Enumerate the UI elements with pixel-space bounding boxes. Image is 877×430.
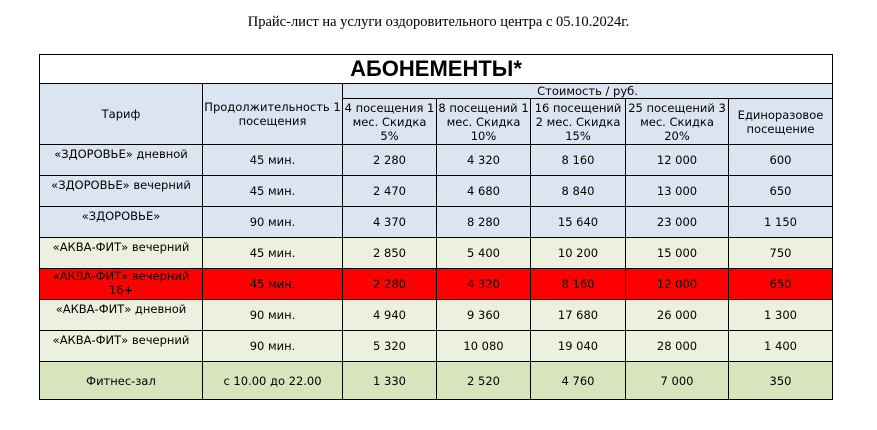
header-tariff: Тариф <box>40 84 203 145</box>
duration-cell: 45 мин. <box>203 269 343 300</box>
tariff-name: «ЗДОРОВЬЕ» вечерний <box>40 176 203 207</box>
price-cell: 5 400 <box>437 238 531 269</box>
table-row <box>40 362 833 400</box>
tariff-name: «АКВА-ФИТ» вечерний <box>40 331 203 362</box>
price-cell: 2 280 <box>343 269 437 300</box>
price-cell: 1 300 <box>729 300 833 331</box>
price-cell: 8 160 <box>531 145 626 176</box>
tariff-name: «АКВА-ФИТ» вечерний 16+ <box>40 269 203 300</box>
table-row <box>40 145 833 176</box>
price-cell: 2 280 <box>343 145 437 176</box>
price-cell: 1 150 <box>729 207 833 238</box>
tariff-name: «ЗДОРОВЬЕ» дневной <box>40 145 203 176</box>
price-cell: 2 520 <box>437 362 531 400</box>
tariff-name: Фитнес-зал <box>40 362 203 400</box>
duration-cell: 90 мин. <box>203 331 343 362</box>
price-cell: 7 000 <box>626 362 729 400</box>
tariff-name: «ЗДОРОВЬЕ» <box>40 207 203 238</box>
price-cell: 2 470 <box>343 176 437 207</box>
tariff-name: «АКВА-ФИТ» вечерний <box>40 238 203 269</box>
table-row <box>40 176 833 207</box>
price-cell: 10 080 <box>437 331 531 362</box>
price-cell: 19 040 <box>531 331 626 362</box>
table-row <box>40 238 833 269</box>
price-cell: 8 280 <box>437 207 531 238</box>
price-cell: 650 <box>729 176 833 207</box>
document-title: Прайс-лист на услуги оздоровительного центра с 05.10.2024г. <box>247 14 630 30</box>
header-8-visits: 8 посещений 1 мес. Скидка 10% <box>438 100 529 143</box>
tariff-name: «АКВА-ФИТ» дневной <box>40 300 203 331</box>
table-row <box>40 300 833 331</box>
price-cell: 12 000 <box>626 145 729 176</box>
price-cell: 4 680 <box>437 176 531 207</box>
header-single-visit: Единоразовое посещение <box>729 99 833 145</box>
price-cell: 600 <box>729 145 833 176</box>
price-cell: 4 320 <box>437 269 531 300</box>
price-cell: 5 320 <box>343 331 437 362</box>
duration-cell: 45 мин. <box>203 145 343 176</box>
table-row <box>40 331 833 362</box>
price-cell: 1 400 <box>729 331 833 362</box>
price-cell: 15 640 <box>531 207 626 238</box>
price-cell: 4 320 <box>437 145 531 176</box>
header-25-visits: 25 посещений 3 мес. Скидка 20% <box>626 99 729 145</box>
price-cell: 12 000 <box>626 269 729 300</box>
price-cell: 4 370 <box>343 207 437 238</box>
header-cost-group: Стоимость / руб. <box>343 84 833 99</box>
price-cell: 350 <box>729 362 833 400</box>
price-cell: 23 000 <box>626 207 729 238</box>
table-row <box>40 207 833 238</box>
duration-cell: 45 мин. <box>203 176 343 207</box>
price-cell: 13 000 <box>626 176 729 207</box>
header-4-visits: 4 посещения 1 мес. Скидка 5% <box>343 99 437 145</box>
duration-cell: 90 мин. <box>203 207 343 238</box>
price-cell: 1 330 <box>343 362 437 400</box>
price-cell: 650 <box>729 269 833 300</box>
price-cell: 28 000 <box>626 331 729 362</box>
section-title: АБОНЕМЕНТЫ* <box>40 55 833 84</box>
price-cell: 9 360 <box>437 300 531 331</box>
price-cell: 8 840 <box>531 176 626 207</box>
price-cell: 26 000 <box>626 300 729 331</box>
header-duration: Продолжительность 1 посещения <box>203 84 343 145</box>
price-cell: 10 200 <box>531 238 626 269</box>
price-cell: 750 <box>729 238 833 269</box>
duration-cell: с 10.00 до 22.00 <box>203 362 343 400</box>
duration-cell: 90 мин. <box>203 300 343 331</box>
price-table <box>39 54 833 400</box>
duration-cell: 45 мин. <box>203 238 343 269</box>
header-16-visits: 16 посещений 2 мес. Скидка 15% <box>531 99 626 145</box>
price-cell: 15 000 <box>626 238 729 269</box>
price-cell: 4 760 <box>531 362 626 400</box>
price-cell: 8 160 <box>531 269 626 300</box>
price-cell: 17 680 <box>531 300 626 331</box>
table-row-highlighted <box>40 269 833 300</box>
price-cell: 4 940 <box>343 300 437 331</box>
price-cell: 2 850 <box>343 238 437 269</box>
